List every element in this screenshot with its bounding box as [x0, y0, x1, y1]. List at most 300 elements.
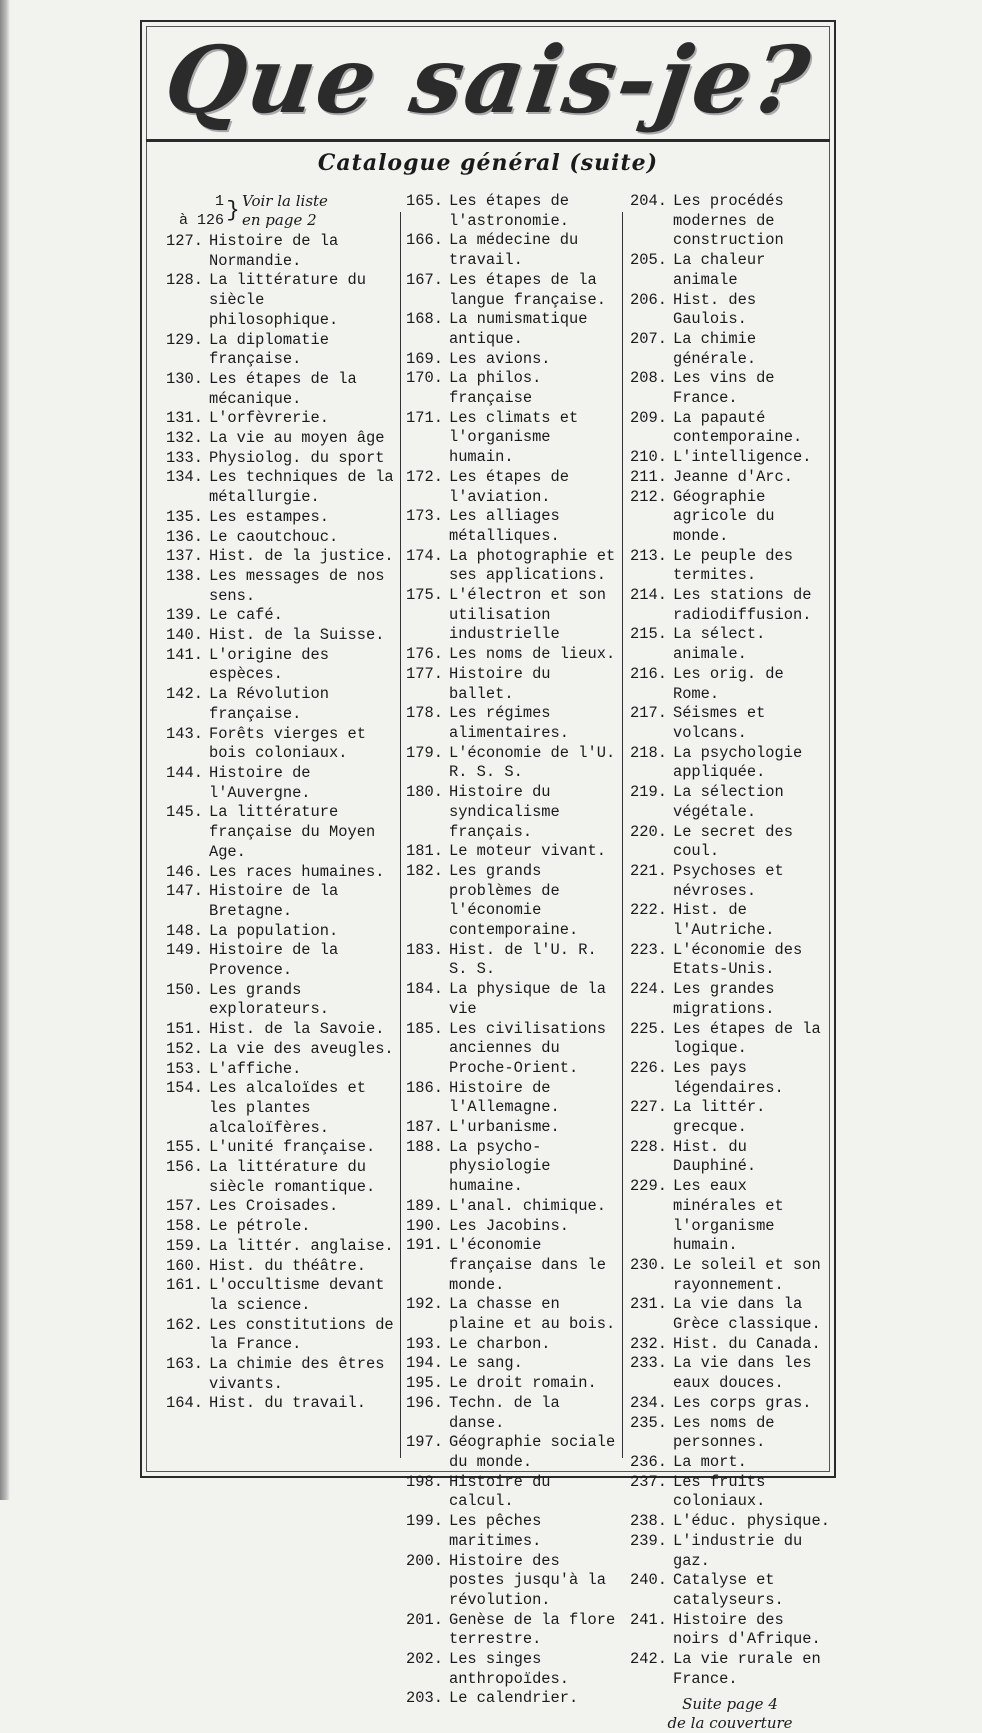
entry-number: 212.	[630, 487, 667, 506]
catalogue-entry	[630, 1394, 830, 1414]
entry-number: 214.	[630, 586, 667, 605]
entry-title: Histoire de la Bretagne.	[208, 882, 339, 920]
catalogue-entry	[406, 842, 616, 862]
entry-number: 136.	[166, 527, 203, 546]
catalogue-entry	[406, 1374, 616, 1394]
entry-number: 199.	[406, 1512, 443, 1531]
entry-number: 215.	[630, 625, 667, 644]
entry-title: Histoire de l'Allemagne.	[448, 1078, 560, 1117]
catalogue-entry	[406, 665, 616, 704]
catalogue-entry	[166, 567, 396, 606]
entry-title: Genèse de la flore terrestre.	[448, 1610, 616, 1649]
entry-title: Hist. de la Suisse.	[208, 626, 385, 645]
entry-title: Les corps gras.	[672, 1393, 812, 1412]
catalogue-entry	[166, 1217, 396, 1237]
entry-title: Les estampes.	[208, 507, 330, 526]
catalogue-entry	[630, 488, 830, 547]
entry-number: 237.	[630, 1472, 667, 1491]
entry-title: La littérature du siècle philosophique.	[208, 271, 366, 329]
catalogue-entry	[406, 1611, 616, 1650]
catalogue-entry	[406, 1354, 616, 1374]
entry-number: 140.	[166, 626, 203, 645]
entry-number: 187.	[406, 1118, 443, 1137]
entry-number: 184.	[406, 980, 443, 999]
catalogue-entry	[406, 231, 616, 270]
catalogue-entry	[166, 1158, 396, 1197]
entry-title: La diplomatie française.	[208, 330, 330, 369]
entry-title: Les climats et l'organisme humain.	[448, 408, 579, 467]
catalogue-entry	[406, 1394, 616, 1433]
entry-number: 220.	[630, 822, 667, 841]
catalogue-entry	[166, 606, 396, 626]
entry-title: Jeanne d'Arc.	[672, 467, 794, 486]
range-end: à 126	[178, 212, 224, 229]
entry-number: 152.	[166, 1039, 203, 1058]
entry-title: Histoire du ballet.	[448, 664, 551, 703]
catalogue-subtitle: Catalogue général (suite)	[317, 150, 659, 176]
entry-title: Les étapes de la mécanique.	[208, 369, 357, 408]
entry-number: 188.	[406, 1137, 443, 1156]
catalogue-entry	[406, 1217, 616, 1237]
entry-title: Les régimes alimentaires.	[448, 704, 570, 742]
catalogue-entry	[630, 1138, 830, 1177]
entry-title: Les stations de radiodiffusion.	[672, 586, 812, 624]
catalogue-entry	[166, 528, 396, 548]
catalogue-entry	[166, 981, 396, 1020]
catalogue-entry	[406, 586, 616, 645]
entry-title: Histoire de la Normandie.	[208, 232, 339, 270]
entry-title: Le droit romain.	[448, 1374, 597, 1393]
catalogue-entry	[406, 744, 616, 783]
entry-number: 204.	[630, 192, 667, 210]
entry-number: 185.	[406, 1019, 443, 1038]
catalogue-entry	[406, 1295, 616, 1334]
entry-number: 198.	[406, 1472, 443, 1491]
entry-number: 164.	[166, 1394, 203, 1413]
entry-title: Les alcaloïdes et les plantes alcaloïfères.	[208, 1079, 366, 1137]
entry-title: Psychoses et névroses.	[672, 861, 784, 900]
entry-number: 200.	[406, 1551, 443, 1570]
range-start: 1	[214, 193, 224, 210]
entry-title: Le soleil et son rayonnement.	[672, 1255, 821, 1294]
catalogue-entry	[406, 369, 616, 408]
entry-title: Hist. du Canada.	[672, 1334, 821, 1353]
entry-number: 202.	[406, 1650, 443, 1669]
catalogue-entry	[166, 882, 396, 921]
entry-title: Le charbon.	[448, 1334, 551, 1353]
entry-number: 149.	[166, 941, 203, 960]
catalogue-entry	[166, 1257, 396, 1277]
entry-title: Les techniques de la métallurgie.	[208, 468, 394, 507]
entry-list-3	[630, 192, 830, 1689]
entry-number: 203.	[406, 1689, 443, 1708]
entry-number: 233.	[630, 1354, 667, 1373]
entry-number: 216.	[630, 664, 667, 683]
entry-number: 166.	[406, 231, 443, 250]
entry-title: Hist. de l'Autriche.	[672, 901, 775, 940]
catalogue-entry	[406, 1689, 616, 1709]
entry-title: Les alliages métalliques.	[448, 507, 560, 545]
catalogue-entry	[166, 409, 396, 429]
entry-number: 134.	[166, 468, 203, 487]
entry-number: 135.	[166, 507, 203, 526]
catalogue-entry	[630, 665, 830, 704]
catalogue-entry	[166, 1355, 396, 1394]
entry-title: Hist. de la justice.	[208, 547, 394, 566]
entry-title: La littérature du siècle romantique.	[208, 1158, 376, 1196]
entry-number: 172.	[406, 467, 443, 486]
entry-list-2	[406, 192, 616, 1709]
catalogue-entry	[630, 1020, 830, 1059]
catalogue-entry	[630, 251, 830, 290]
catalogue-entry	[406, 271, 616, 310]
entry-number: 160.	[166, 1256, 203, 1275]
entry-title: L'unité française.	[208, 1138, 376, 1157]
entry-title: Histoire des noirs d'Afrique.	[672, 1610, 821, 1649]
entry-title: L'orfèvrerie.	[208, 409, 330, 428]
entry-title: Les étapes de l'aviation.	[448, 467, 570, 506]
entry-number: 181.	[406, 842, 443, 861]
suite-line-1: Suite page 4	[682, 1695, 778, 1714]
entry-title: Le sang.	[448, 1354, 523, 1373]
catalogue-entry	[630, 1059, 830, 1098]
suite-line-2: de la couverture	[667, 1714, 793, 1733]
entry-number: 189.	[406, 1196, 443, 1215]
catalogue-entry	[630, 704, 830, 743]
entry-title: Le moteur vivant.	[448, 842, 606, 861]
entry-title: Les fruits coloniaux.	[672, 1472, 766, 1511]
entry-title: Séismes et volcans.	[672, 704, 766, 742]
entry-title: La mort.	[672, 1453, 747, 1471]
entry-title: Les eaux minérales et l'organisme humain.	[672, 1177, 784, 1255]
entry-number: 208.	[630, 369, 667, 388]
entry-title: La chaleur animale	[672, 251, 766, 289]
entry-number: 148.	[166, 921, 203, 940]
entry-number: 177.	[406, 664, 443, 683]
entry-number: 162.	[166, 1315, 203, 1334]
entry-number: 165.	[406, 192, 443, 210]
entry-number: 192.	[406, 1295, 443, 1314]
catalogue-entry	[166, 331, 396, 370]
entry-number: 163.	[166, 1355, 203, 1374]
entry-title: Les étapes de la logique.	[672, 1019, 821, 1058]
catalogue-entry	[630, 1453, 830, 1473]
catalogue-entry	[406, 704, 616, 743]
entry-title: Le caoutchouc.	[208, 527, 339, 546]
catalogue-entry	[630, 586, 830, 625]
entry-title: L'éduc. physique.	[672, 1512, 830, 1531]
entry-title: Les civilisations anciennes du Proche-Orient.	[448, 1019, 606, 1077]
entry-number: 169.	[406, 349, 443, 368]
catalogue-entry	[166, 626, 396, 646]
entry-title: Hist. de l'U. R. S. S.	[448, 940, 597, 979]
catalogue-entry	[630, 1256, 830, 1295]
entry-number: 186.	[406, 1078, 443, 1097]
catalogue-entry	[166, 685, 396, 724]
entry-title: La chasse en plaine et au bois.	[448, 1295, 616, 1334]
entry-number: 173.	[406, 507, 443, 526]
entry-title: Hist. du théâtre.	[208, 1256, 366, 1275]
entry-title: Histoire du syndicalisme français.	[448, 783, 560, 841]
entry-title: Géographie agricole du monde.	[672, 487, 775, 545]
entry-title: La sélection végétale.	[672, 783, 784, 821]
entry-number: 225.	[630, 1019, 667, 1038]
catalogue-entry	[630, 980, 830, 1019]
entry-number: 170.	[406, 369, 443, 388]
entry-number: 153.	[166, 1059, 203, 1078]
catalogue-entry	[166, 863, 396, 883]
entry-number: 130.	[166, 369, 203, 388]
column-separator	[622, 212, 623, 1458]
catalogue-entry	[630, 625, 830, 664]
entry-number: 223.	[630, 940, 667, 959]
voir-line-1: Voir la liste	[242, 192, 328, 210]
entry-title: Physiolog. du sport	[208, 448, 385, 467]
catalogue-entry	[166, 232, 396, 271]
entry-title: La population.	[208, 921, 339, 940]
catalogue-entry	[630, 1414, 830, 1453]
catalogue-entry	[630, 1473, 830, 1512]
entry-number: 227.	[630, 1098, 667, 1117]
entry-number: 161.	[166, 1276, 203, 1295]
catalogue-entry	[166, 271, 396, 330]
catalogue-entry	[166, 1237, 396, 1257]
catalogue-entry	[166, 764, 396, 803]
catalogue-entry	[630, 1354, 830, 1393]
entry-number: 241.	[630, 1610, 667, 1629]
catalogue-column-2	[406, 192, 616, 1709]
entry-number: 154.	[166, 1079, 203, 1098]
entry-title: Hist. de la Savoie.	[208, 1020, 385, 1039]
entry-title: Les races humaines.	[208, 862, 385, 881]
page-title: Que sais-je?	[158, 26, 818, 134]
entry-number: 229.	[630, 1177, 667, 1196]
catalogue-entry	[166, 449, 396, 469]
entry-number: 167.	[406, 270, 443, 289]
catalogue-entry	[630, 862, 830, 901]
entry-title: L'électron et son utilisation industrielle	[448, 586, 606, 644]
entry-title: Les grands explorateurs.	[208, 980, 330, 1019]
catalogue-entry	[406, 1138, 616, 1197]
catalogue-entry	[406, 547, 616, 586]
entry-list-1	[166, 232, 396, 1414]
entry-title: La littérature française du Moyen Age.	[208, 803, 376, 861]
entry-number: 175.	[406, 586, 443, 605]
page-edge-shadow	[0, 0, 10, 1500]
entry-number: 180.	[406, 783, 443, 802]
entry-title: Le café.	[208, 606, 283, 625]
entry-number: 193.	[406, 1334, 443, 1353]
entry-title: L'économie de l'U. R. S. S.	[448, 743, 616, 782]
catalogue-entry	[406, 192, 616, 231]
catalogue-entry	[406, 862, 616, 941]
catalogue-entry	[166, 1276, 396, 1315]
entry-number: 174.	[406, 546, 443, 565]
entry-number: 179.	[406, 743, 443, 762]
catalogue-entry	[406, 1473, 616, 1512]
entry-title: Le peuple des termites.	[672, 546, 794, 585]
entry-number: 228.	[630, 1137, 667, 1156]
catalogue-entry	[630, 330, 830, 369]
entry-title: Les noms de personnes.	[672, 1413, 775, 1452]
entry-number: 209.	[630, 408, 667, 427]
catalogue-entry	[406, 1433, 616, 1472]
entry-number: 147.	[166, 882, 203, 901]
entry-number: 207.	[630, 329, 667, 348]
catalogue-entry	[630, 1295, 830, 1334]
entry-number: 205.	[630, 251, 667, 270]
entry-number: 210.	[630, 448, 667, 467]
catalogue-entry	[166, 1020, 396, 1040]
entry-title: Hist. du travail.	[208, 1394, 366, 1413]
entry-number: 176.	[406, 645, 443, 664]
entry-title: L'occultisme devant la science.	[208, 1276, 385, 1314]
entry-number: 146.	[166, 862, 203, 881]
catalogue-entry	[630, 1650, 830, 1689]
entry-number: 128.	[166, 271, 203, 290]
catalogue-entry	[406, 1079, 616, 1118]
entry-number: 132.	[166, 429, 203, 448]
entry-number: 206.	[630, 290, 667, 309]
entry-number: 219.	[630, 783, 667, 802]
catalogue-entry	[406, 1335, 616, 1355]
catalogue-entry	[166, 1060, 396, 1080]
catalogue-entry	[630, 1512, 830, 1532]
catalogue-entry	[166, 1138, 396, 1158]
catalogue-frame	[140, 20, 836, 1733]
catalogue-entry	[166, 1394, 396, 1414]
catalogue-entry	[630, 448, 830, 468]
entry-number: 197.	[406, 1433, 443, 1452]
catalogue-entry	[166, 941, 396, 980]
entry-number: 131.	[166, 409, 203, 428]
catalogue-entry	[166, 1040, 396, 1060]
entry-title: Les avions.	[448, 349, 551, 368]
entry-number: 236.	[630, 1453, 667, 1471]
catalogue-entry	[630, 744, 830, 783]
entry-number: 156.	[166, 1158, 203, 1177]
voir-line-2: en page 2	[242, 211, 317, 229]
catalogue-entry	[630, 1611, 830, 1650]
entry-title: Hist. du Dauphiné.	[672, 1137, 757, 1176]
entry-number: 145.	[166, 803, 203, 822]
entry-number: 238.	[630, 1512, 667, 1531]
entry-title: Les étapes de la langue française.	[448, 270, 606, 309]
entry-title: La vie dans la Grèce classique.	[672, 1295, 821, 1334]
entry-title: Histoire des postes jusqu'à la révolution.	[448, 1551, 606, 1609]
entry-title: Hist. des Gaulois.	[672, 290, 757, 329]
entry-title: La littér. grecque.	[672, 1098, 766, 1137]
entry-title: Géographie sociale du monde.	[448, 1433, 616, 1471]
brace-glyph: }	[226, 198, 240, 223]
catalogue-entry	[630, 823, 830, 862]
entry-number: 190.	[406, 1216, 443, 1235]
entry-number: 151.	[166, 1020, 203, 1039]
entry-number: 201.	[406, 1610, 443, 1629]
catalogue-entry	[406, 350, 616, 370]
entry-number: 183.	[406, 940, 443, 959]
entry-title: La vie au moyen âge	[208, 429, 385, 448]
entry-number: 218.	[630, 743, 667, 762]
entry-title: La chimie générale.	[672, 329, 757, 368]
entry-title: L'industrie du gaz.	[672, 1531, 803, 1570]
catalogue-entry	[630, 901, 830, 940]
entry-title: L'origine des espèces.	[208, 645, 330, 684]
catalogue-entry	[166, 1079, 396, 1138]
catalogue-entry	[166, 1197, 396, 1217]
entry-number: 231.	[630, 1295, 667, 1314]
entry-number: 138.	[166, 566, 203, 585]
catalogue-entry	[166, 370, 396, 409]
catalogue-column-3	[630, 192, 830, 1733]
entry-title: Les grandes migrations.	[672, 980, 775, 1018]
entry-number: 235.	[630, 1413, 667, 1432]
catalogue-entry	[406, 1552, 616, 1611]
catalogue-entry	[630, 1098, 830, 1137]
entry-title: La littér. anglaise.	[208, 1236, 394, 1255]
entry-title: La psycho-physiologie humaine.	[448, 1137, 551, 1196]
entry-number: 213.	[630, 546, 667, 565]
entry-number: 178.	[406, 704, 443, 723]
entry-title: Les grands problèmes de l'économie contemporaine.	[448, 861, 579, 940]
entry-title: La photographie et ses applications.	[448, 546, 616, 585]
entry-title: Les messages de nos sens.	[208, 566, 385, 605]
catalogue-entry	[166, 646, 396, 685]
entry-number: 171.	[406, 408, 443, 427]
title-divider	[146, 139, 830, 142]
entry-number: 196.	[406, 1393, 443, 1412]
entry-number: 139.	[166, 606, 203, 625]
catalogue-entry	[406, 941, 616, 980]
suite-note	[630, 1695, 830, 1733]
entry-number: 143.	[166, 724, 203, 743]
catalogue-entry	[630, 1571, 830, 1610]
entry-title: Forêts vierges et bois coloniaux.	[208, 724, 366, 763]
entry-number: 222.	[630, 901, 667, 920]
entry-title: La philos. française	[448, 369, 542, 408]
entry-number: 194.	[406, 1354, 443, 1373]
entry-title: Les orig. de Rome.	[672, 664, 784, 703]
entry-title: Techn. de la danse.	[448, 1393, 560, 1432]
catalogue-entry	[166, 725, 396, 764]
catalogue-entry	[630, 1335, 830, 1355]
entry-number: 217.	[630, 704, 667, 723]
catalogue-entry	[406, 310, 616, 349]
entry-number: 127.	[166, 232, 203, 250]
entry-title: Les Croisades.	[208, 1197, 339, 1216]
entry-title: La sélect. animale.	[672, 625, 766, 664]
column-separator	[400, 212, 401, 1458]
catalogue-entry	[630, 547, 830, 586]
entry-number: 239.	[630, 1531, 667, 1550]
entry-title: La physique de la vie	[448, 980, 606, 1018]
catalogue-entry	[630, 291, 830, 330]
entry-number: 240.	[630, 1571, 667, 1590]
entry-title: L'anal. chimique.	[448, 1196, 606, 1215]
entry-number: 191.	[406, 1236, 443, 1255]
entry-number: 159.	[166, 1236, 203, 1255]
entry-title: L'économie française dans le monde.	[448, 1236, 606, 1294]
catalogue-entry	[406, 1512, 616, 1551]
entry-number: 211.	[630, 467, 667, 486]
entry-title: L'affiche.	[208, 1059, 302, 1078]
entry-title: La psychologie appliquée.	[672, 743, 803, 782]
entry-number: 230.	[630, 1255, 667, 1274]
entry-number: 137.	[166, 547, 203, 566]
entry-title: Le calendrier.	[448, 1689, 579, 1708]
entry-title: Les pêches maritimes.	[448, 1512, 542, 1550]
catalogue-entry	[166, 508, 396, 528]
